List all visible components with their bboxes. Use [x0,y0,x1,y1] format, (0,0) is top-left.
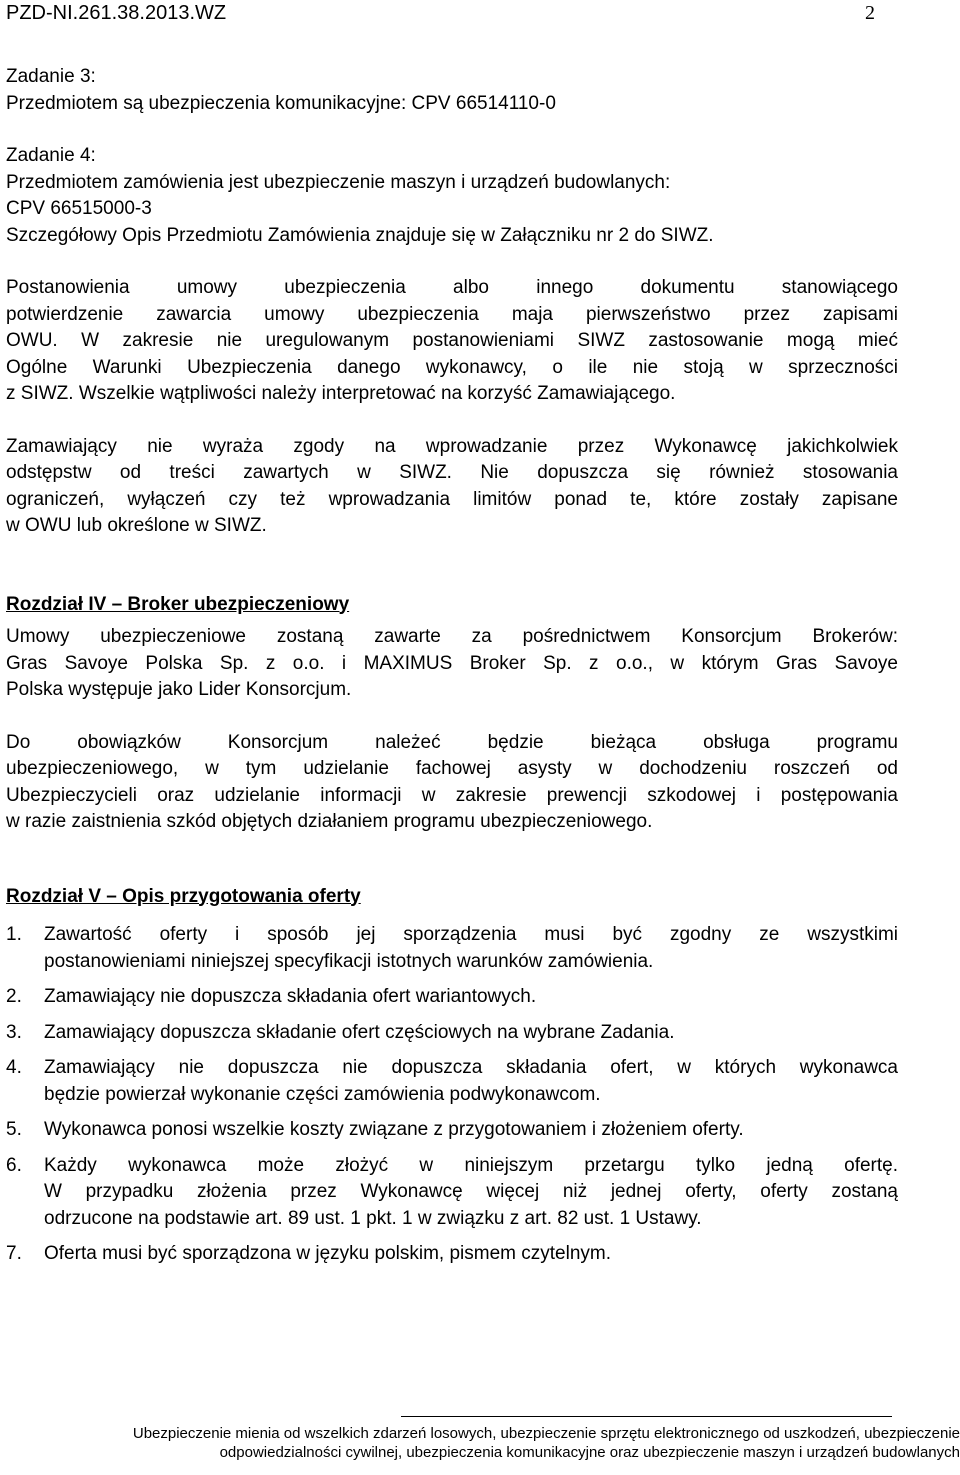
list-item [6,922,898,975]
page-footer [6,1416,960,1462]
chapter4-p1-line-1: Umowy ubezpieczeniowe zostaną zawarte za pośrednictwem Konsorcjum Brokerów: [6,626,898,647]
page-number: 2 [865,2,875,24]
chapter5-heading [6,884,898,911]
owu-line-4: Ogólne Warunki Ubezpieczenia danego wykonawcy, o ile nie stoją w sprzeczności [6,356,898,378]
details-reference: Szczegółowy Opis Przedmiotu Zamówienia znajduje się w Załączniku nr 2 do SIWZ. [6,224,714,246]
document-body [6,64,898,1268]
list-item-number: 2. [6,986,22,1007]
chapter5-heading-text: Rozdział V – Opis przygotowania oferty [6,885,361,907]
owu-line-3: OWU. W zakresie nie uregulowanym postanowieniami SIWZ zastosowanie mogą mieć [6,330,898,351]
chapter4-p2-line-4: w razie zaistnienia szkód objętych działaniem programu ubezpieczeniowego. [6,811,653,832]
footer-divider [401,1416,892,1417]
owu-line-5: z SIWZ. Wszelkie wątpliwości należy interpretować na korzyść Zamawiającego. [6,383,676,404]
deviations-paragraph [6,434,898,540]
list-item-number: 5. [6,1119,22,1140]
task3-section [6,64,898,117]
footer-line-1: Ubezpieczenie mienia od wszelkich zdarzeń losowych, ubezpieczenie sprzętu elektronicznego od uszkodzeń, ubezpieczenie [132,1425,960,1442]
list-item-line: Zamawiający dopuszcza składanie ofert częściowych na wybrane Zadania. [44,1021,675,1043]
deviations-line-3: ograniczeń, wyłączeń czy też wprowadzania limitów ponad te, które zostały zapisane [6,488,898,510]
chapter4-paragraph-2 [6,730,898,836]
list-item [6,1153,898,1233]
deviations-line-1: Zamawiający nie wyraża zgody na wprowadzanie przez Wykonawcę jakichkolwiek [6,435,898,457]
chapter4-p2-line-3: Ubezpieczycieli oraz udzielanie informacji w zakresie prewencji szkodowej i postępowania [6,784,898,806]
chapter4-p1-line-2: Gras Savoye Polska Sp. z o.o. i MAXIMUS Broker Sp. z o.o., w którym Gras Savoye [6,652,898,674]
list-item-line: Zamawiający nie dopuszcza nie dopuszcza składania ofert, w których wykonawca [44,1057,898,1078]
task4-title: Zadanie 4: [6,145,96,166]
footer-line-2: odpowiedzialności cywilnej, ubezpieczenia komunikacyjne oraz ubezpieczenie maszyn i urządzeń budowlanych [219,1444,960,1461]
list-item-line: odrzucone na podstawie art. 89 ust. 1 pkt. 1 w związku z art. 82 ust. 1 Ustawy. [44,1207,702,1229]
offer-requirements-list [6,922,898,1268]
task4-section [6,143,898,223]
list-item-number: 7. [6,1243,22,1264]
footer-text [6,1424,960,1462]
list-item-line: Każdy wykonawca może złożyć w niniejszym przetargu tylko jedną ofertę. [44,1154,898,1176]
list-item [6,1020,898,1047]
owu-line-1: Postanowienia umowy ubezpieczenia albo innego dokumentu stanowiącego [6,277,898,298]
deviations-line-4: w OWU lub określone w SIWZ. [6,515,267,536]
list-item [6,1055,898,1108]
task4-description-line-1: Przedmiotem zamówienia jest ubezpieczenie maszyn i urządzeń budowlanych: [6,171,671,193]
task4-description-line-2: CPV 66515000-3 [6,198,152,219]
list-item-line: postanowieniami niniejszej specyfikacji istotnych warunków zamówienia. [44,950,654,972]
page-header [6,2,950,28]
chapter4-p2-line-2: ubezpieczeniowego, w tym udzielanie fachowej asysty w dochodzeniu roszczeń od [6,758,898,779]
task3-description: Przedmiotem są ubezpieczenia komunikacyjne: CPV 66514110-0 [6,92,556,114]
chapter4-heading-text: Rozdział IV – Broker ubezpieczeniowy [6,593,350,615]
list-item-line: W przypadku złożenia przez Wykonawcę więcej niż jednej oferty, oferty zostaną [44,1181,898,1202]
chapter4-p2-line-1: Do obowiązków Konsorcjum należeć będzie bieżąca obsługa programu [6,731,898,753]
list-item-line: Oferta musi być sporządzona w języku polskim, pismem czytelnym. [44,1243,612,1264]
deviations-line-2: odstępstw od treści zawartych w SIWZ. Nie dopuszcza się również stosowania [6,462,898,483]
list-item [6,984,898,1011]
list-item [6,1241,898,1268]
owu-line-2: potwierdzenie zawarcia umowy ubezpieczenia maja pierwszeństwo przez zapisami [6,303,898,325]
list-item-line: Zamawiający nie dopuszcza składania ofert wariantowych. [44,986,537,1007]
document-reference: PZD-NI.261.38.2013.WZ [6,2,227,24]
list-item-line: będzie powierzał wykonanie części zamówienia podwykonawcom. [44,1083,601,1105]
task3-title: Zadanie 3: [6,66,96,87]
chapter4-heading [6,592,898,619]
chapter4-paragraph-1 [6,624,898,704]
owu-paragraph [6,275,898,408]
list-item-line: Wykonawca ponosi wszelkie koszty związane z przygotowaniem i złożeniem oferty. [44,1119,744,1140]
list-item [6,1117,898,1144]
list-item-line: Zawartość oferty i sposób jej sporządzenia musi być zgodny ze wszystkimi [44,924,898,945]
list-item-number: 6. [6,1154,22,1176]
list-item-number: 4. [6,1057,22,1078]
list-item-number: 1. [6,924,22,945]
chapter4-p1-line-3: Polska występuje jako Lider Konsorcjum. [6,679,352,700]
list-item-number: 3. [6,1021,22,1043]
